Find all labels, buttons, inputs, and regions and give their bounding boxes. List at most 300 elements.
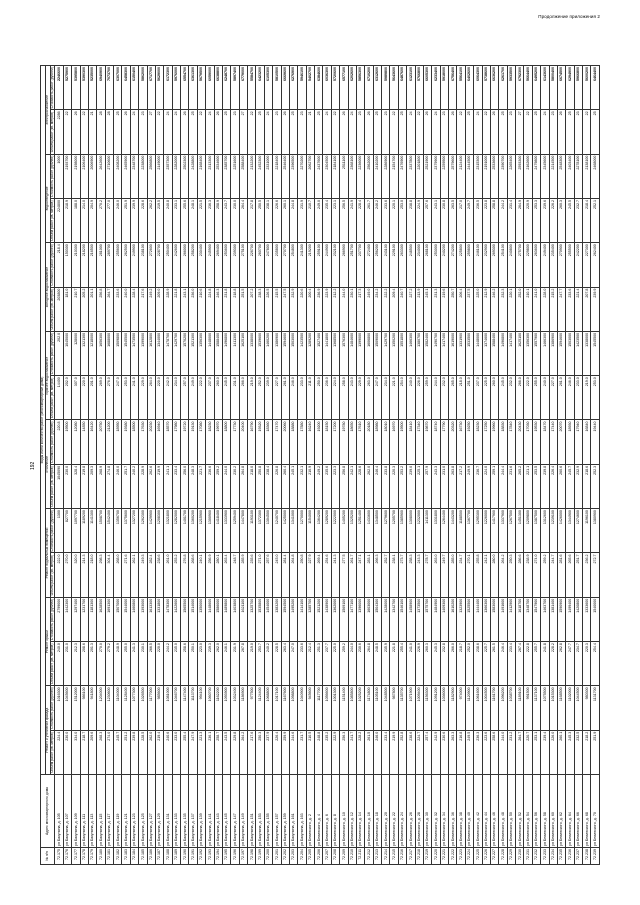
row-number: 72.230 xyxy=(516,848,524,865)
row-value: 239.8 xyxy=(541,464,549,508)
table-row xyxy=(114,66,122,865)
row-address: ул Белинского, д. 16 xyxy=(365,775,373,848)
row-value: 233.4 xyxy=(507,642,515,686)
row-value: 26 xyxy=(423,110,431,154)
row-value: 1588400 xyxy=(490,331,498,375)
row-value: 24 xyxy=(323,110,331,154)
row-value: 6123100 xyxy=(407,66,415,110)
table-row xyxy=(432,66,440,865)
row-value: 1594600 xyxy=(557,331,565,375)
table-row xyxy=(516,66,524,865)
row-value: 17340 xyxy=(415,420,423,464)
row-value: 1045600 xyxy=(63,686,71,730)
row-value: 280.0 xyxy=(490,553,498,597)
row-value: 257.0 xyxy=(181,376,189,420)
row-value: 1458900 xyxy=(407,597,415,641)
row-value: 210.7 xyxy=(306,198,314,242)
row-value: 264.9 xyxy=(516,198,524,242)
row-address: ул Белинского, д. 46 xyxy=(490,775,498,848)
row-value: 260.0 xyxy=(214,376,222,420)
row-value: 1091200 xyxy=(432,686,440,730)
row-address: ул Бакунина, д. 157 xyxy=(273,775,281,848)
row-number: 72.221 xyxy=(440,848,448,865)
row-value: 232.0 xyxy=(507,376,515,420)
row-value: 249.2 xyxy=(147,287,155,331)
row-value: 228.0 xyxy=(541,287,549,331)
row-value: 5800400 xyxy=(549,66,557,110)
table-row xyxy=(331,66,339,865)
row-value: 249.7 xyxy=(440,553,448,597)
row-value: 20320 xyxy=(449,420,457,464)
row-value: 200.4 xyxy=(306,287,314,331)
row-value: 1264400 xyxy=(440,509,448,553)
row-value: 1606800 xyxy=(365,331,373,375)
row-value: 281.6 xyxy=(557,553,565,597)
row-value: 17610 xyxy=(356,420,364,464)
row-value: 19780 xyxy=(340,420,348,464)
table-row xyxy=(398,66,406,865)
row-value: 6940900 xyxy=(97,66,105,110)
row-address: ул Бакунина, д. 131 xyxy=(164,775,172,848)
row-value: 1267500 xyxy=(507,509,515,553)
row-value: 1399000 xyxy=(356,331,364,375)
row-value: 6669600 xyxy=(281,66,289,110)
row-number: 72.177 xyxy=(72,848,80,865)
row-value: 234000 xyxy=(415,243,423,287)
table-row xyxy=(315,66,323,865)
row-value: 266000 xyxy=(181,243,189,287)
row-value: 1341000 xyxy=(289,509,297,553)
row-value: 245.3 xyxy=(566,730,574,774)
row-value: 17630 xyxy=(139,420,147,464)
subheader-cell: Стоимость работ (рублей) xyxy=(49,66,54,109)
row-value: 1478300 xyxy=(164,597,172,641)
row-address: ул Белинского, д. 58 xyxy=(541,775,549,848)
row-value: 209.4 xyxy=(390,287,398,331)
row-value: 210.7 xyxy=(72,287,80,331)
row-value: 220.9 xyxy=(524,198,532,242)
row-value: 253000 xyxy=(432,243,440,287)
row-value: 2251600 xyxy=(231,154,239,198)
row-value: 258.9 xyxy=(214,198,222,242)
row-value: 251.7 xyxy=(574,553,582,597)
row-value: 241.3 xyxy=(331,553,339,597)
row-value: 1367700 xyxy=(465,509,473,553)
row-value: 1350000 xyxy=(197,597,205,641)
row-value: 254800 xyxy=(289,243,297,287)
row-value: 18230 xyxy=(206,420,214,464)
row-value: 1387500 xyxy=(532,509,540,553)
row-value: 1312600 xyxy=(541,509,549,553)
row-value: 234.7 xyxy=(574,642,582,686)
row-value: 2238000 xyxy=(139,154,147,198)
row-value: 1393000 xyxy=(139,597,147,641)
table-row xyxy=(583,66,591,865)
row-value: 1222000 xyxy=(331,509,339,553)
row-value: 128000 xyxy=(72,331,80,375)
row-value: 1619000 xyxy=(449,331,457,375)
row-value: 5600200 xyxy=(583,66,591,110)
table-row xyxy=(482,66,490,865)
row-value: 1331900 xyxy=(457,331,465,375)
subheader-cell: Стоимость работ (рублей) xyxy=(49,510,54,552)
row-value: 232.3 xyxy=(499,287,507,331)
row-value: 222.0 xyxy=(197,376,205,420)
row-value: 255500 xyxy=(566,243,574,287)
row-value: 25 xyxy=(114,110,122,154)
row-value: 219.9 xyxy=(155,464,163,508)
row-value: 233.4 xyxy=(382,730,390,774)
row-value: 1557900 xyxy=(532,331,540,375)
row-value: 1333900 xyxy=(222,509,230,553)
row-value: 274.0 xyxy=(105,730,113,774)
row-value: 264.4 xyxy=(239,198,247,242)
row-value: 1508700 xyxy=(97,509,105,553)
row-value: 230.6 xyxy=(356,642,364,686)
subheader-cell: Стоимость работ (рублей) xyxy=(49,155,54,197)
row-value: 228.6 xyxy=(139,198,147,242)
row-value: 27 xyxy=(516,110,524,154)
row-value: 1691300 xyxy=(105,597,113,641)
row-value: 2408200 xyxy=(114,154,122,198)
row-value: 259.0 xyxy=(423,376,431,420)
row-value: 235800 xyxy=(273,243,281,287)
row-value: 253600 xyxy=(222,243,230,287)
row-address: ул Бакунина, д. 149 xyxy=(239,775,247,848)
row-value: 241.8 xyxy=(541,642,549,686)
row-value: 19440 xyxy=(591,420,600,464)
row-value: 262400 xyxy=(591,243,600,287)
row-value: 201.0 xyxy=(88,376,96,420)
subheader-cell: Объем работ (кв. метров) xyxy=(49,643,54,684)
row-value: 264.0 xyxy=(147,376,155,420)
row-value: 1403800 xyxy=(231,597,239,641)
row-number: 72.183 xyxy=(122,848,130,865)
row-value: 1610200 xyxy=(449,597,457,641)
row-value: 274.0 xyxy=(532,553,540,597)
row-number: 72.205 xyxy=(306,848,314,865)
row-value: 268100 xyxy=(423,243,431,287)
row-value: 328.4 xyxy=(72,464,80,508)
row-value: 276.0 xyxy=(105,376,113,420)
row-value: 234.0 xyxy=(172,376,180,420)
subheader-cell: Стоимость работ (рублей) xyxy=(49,332,54,375)
table-row xyxy=(273,66,281,865)
row-value: 240.2 xyxy=(130,464,138,508)
row-value: 5679500 xyxy=(197,66,205,110)
row-value: 2162600 xyxy=(524,154,532,198)
row-value: 21 xyxy=(306,110,314,154)
row-number: 72.176 xyxy=(63,848,71,865)
row-value: 270.0 xyxy=(97,642,105,686)
row-value: 19970 xyxy=(214,420,222,464)
row-number: 72.185 xyxy=(139,848,147,865)
row-value: 5235000 xyxy=(88,66,96,110)
row-value: 1151400 xyxy=(340,686,348,730)
table-row xyxy=(382,66,390,865)
row-value: 2337800 xyxy=(407,154,415,198)
row-value: 22 xyxy=(524,110,532,154)
row-number: 72.231 xyxy=(524,848,532,865)
row-value: 1582400 xyxy=(423,331,431,375)
row-value: 6636200 xyxy=(490,66,498,110)
row-value: 1215900 xyxy=(197,509,205,553)
row-value: 229800 xyxy=(524,243,532,287)
row-value: 977500 xyxy=(248,686,256,730)
row-value: 258.6 xyxy=(490,730,498,774)
row-value: 235.6 xyxy=(323,464,331,508)
row-value: 248.7 xyxy=(231,553,239,597)
row-value: 22 xyxy=(415,110,423,154)
row-number: 72.209 xyxy=(340,848,348,865)
row-value: 1093900 xyxy=(222,686,230,730)
row-number: 72.180 xyxy=(97,848,105,865)
subheader-cell: Объем работ (кв. метров) xyxy=(49,554,54,596)
row-value: 241.9 xyxy=(348,198,356,242)
row-value: 1009400 xyxy=(415,686,423,730)
row-value: 334.0 xyxy=(72,730,80,774)
row-value: 221.5 xyxy=(197,198,205,242)
row-address: ул Белинского, д. 50 xyxy=(507,775,515,848)
row-value: 5629000 xyxy=(155,66,163,110)
row-value: 281.4 xyxy=(281,553,289,597)
row-number: 72.210 xyxy=(348,848,356,865)
row-value: 239.9 xyxy=(130,198,138,242)
row-value: 1417400 xyxy=(507,331,515,375)
row-value: 22 xyxy=(155,110,163,154)
row-value: 235.9 xyxy=(382,642,390,686)
row-value: 234.0 xyxy=(382,376,390,420)
row-value: 247.0 xyxy=(289,642,297,686)
row-value: 2214500 xyxy=(549,154,557,198)
row-value: 1551800 xyxy=(398,331,406,375)
row-value: 1120900 xyxy=(465,686,473,730)
row-value: 1438900 xyxy=(323,597,331,641)
row-address: ул Бакунина, д. 133 xyxy=(172,775,180,848)
row-value: 1396000 xyxy=(356,597,364,641)
row-value: 1405200 xyxy=(340,509,348,553)
row-value: 246.0 xyxy=(114,198,122,242)
row-value: 2476900 xyxy=(398,154,406,198)
row-value: 1117700 xyxy=(315,686,323,730)
subheader-cell: Объем работ (кв. метров) xyxy=(49,111,54,153)
row-value: 216500 xyxy=(88,243,96,287)
row-value: 251.0 xyxy=(465,376,473,420)
row-value: 1372300 xyxy=(256,509,264,553)
row-address: ул Белинского, д. 34 xyxy=(440,775,448,848)
row-value: 226.6 xyxy=(273,198,281,242)
row-value: 231.7 xyxy=(298,730,306,774)
row-value: 230.1 xyxy=(139,642,147,686)
row-value: 2710600 xyxy=(105,154,113,198)
row-value: 241.7 xyxy=(348,730,356,774)
row-value: 2282000 xyxy=(172,154,180,198)
row-value: 270700 xyxy=(281,243,289,287)
row-value: 19960 xyxy=(490,420,498,464)
row-value: 233.6 xyxy=(114,287,122,331)
row-value: 1279600 xyxy=(382,509,390,553)
works-table xyxy=(40,65,600,865)
row-value: 1656300 xyxy=(97,331,105,375)
row-address: ул Бакунина, д. 159 xyxy=(281,775,289,848)
row-value: 243.0 xyxy=(348,376,356,420)
row-value: 1448600 xyxy=(206,597,214,641)
row-value: 247800 xyxy=(264,243,272,287)
table-row xyxy=(139,66,147,865)
row-address: ул Белинского, д. 56 xyxy=(532,775,540,848)
row-value: 2403400 xyxy=(566,154,574,198)
group-kinds-header: Виды и/или количество работ (многоквартирные дома) xyxy=(41,66,46,775)
subheader-cell: Стоимость работ (рублей) xyxy=(49,687,54,729)
row-value: 201.1 xyxy=(88,287,96,331)
row-value: 271.6 xyxy=(122,553,130,597)
row-value: 1048500 xyxy=(382,686,390,730)
row-value: 258.8 xyxy=(490,198,498,242)
row-value: 2588400 xyxy=(239,154,247,198)
row-number: 72.239 xyxy=(591,848,600,865)
row-value: 2348700 xyxy=(130,154,138,198)
row-value: 242.1 xyxy=(348,464,356,508)
row-value: 2357300 xyxy=(164,154,172,198)
row-number: 72.201 xyxy=(273,848,281,865)
row-value: 1418400 xyxy=(214,509,222,553)
row-value: 1411300 xyxy=(423,509,431,553)
row-value: 208.6 xyxy=(80,642,88,686)
table-row xyxy=(206,66,214,865)
row-value: 270.1 xyxy=(465,553,473,597)
row-value: 224800 xyxy=(55,198,63,242)
row-number: 72.175 xyxy=(55,848,63,865)
row-value: 224.0 xyxy=(331,376,339,420)
row-value: 1348700 xyxy=(524,597,532,641)
row-value: 238.1 xyxy=(264,198,272,242)
row-value: 221.4 xyxy=(574,287,582,331)
row-value: 1386900 xyxy=(549,331,557,375)
row-value: 1338000 xyxy=(583,331,591,375)
row-address: ул Бакунина, д. 109 xyxy=(72,775,80,848)
row-value: 260.3 xyxy=(423,642,431,686)
row-value: 210300 xyxy=(72,243,80,287)
row-value: 1356300 xyxy=(197,331,205,375)
row-number: 72.198 xyxy=(248,848,256,865)
row-value: 238100 xyxy=(139,243,147,287)
row-value: 1226000 xyxy=(482,509,490,553)
row-value: 1162200 xyxy=(214,686,222,730)
row-value: 245.7 xyxy=(566,464,574,508)
row-value: 19500 xyxy=(398,420,406,464)
row-value: 1442300 xyxy=(63,597,71,641)
row-value: 263600 xyxy=(532,243,540,287)
row-value: 240.1 xyxy=(197,553,205,597)
row-number: 72.208 xyxy=(331,848,339,865)
row-value: 2546400 xyxy=(281,154,289,198)
row-value: 268.6 xyxy=(189,553,197,597)
row-value: 1380900 xyxy=(591,509,600,553)
row-value: 226.0 xyxy=(415,376,423,420)
row-value: 320.0 xyxy=(72,553,80,597)
row-value: 253.7 xyxy=(256,642,264,686)
row-value: 1167600 xyxy=(281,686,289,730)
row-value: 18500 xyxy=(130,420,138,464)
row-value: 17470 xyxy=(273,420,281,464)
row-value: 246.0 xyxy=(114,464,122,508)
row-value: 1102000 xyxy=(566,686,574,730)
row-value: 232.8 xyxy=(440,642,448,686)
row-value: 23 xyxy=(382,110,390,154)
row-value: 17730 xyxy=(231,420,239,464)
row-value: 226.0 xyxy=(549,730,557,774)
row-value: 258.6 xyxy=(181,642,189,686)
table-row xyxy=(465,66,473,865)
row-value: 23 xyxy=(356,110,364,154)
row-value: 1484600 xyxy=(348,331,356,375)
row-value: 244.0 xyxy=(222,464,230,508)
row-value: 241300 xyxy=(298,243,306,287)
table-row xyxy=(549,66,557,865)
row-value: 248500 xyxy=(407,243,415,287)
row-value: 260.1 xyxy=(557,730,565,774)
row-value: 17080 xyxy=(197,420,205,464)
row-value: 19870 xyxy=(423,420,431,464)
row-value: 6792300 xyxy=(516,66,524,110)
row-value: 25 xyxy=(222,110,230,154)
row-address: ул Белинского, д. 32 xyxy=(432,775,440,848)
row-number: 72.199 xyxy=(256,848,264,865)
row-value: 1342700 xyxy=(390,597,398,641)
row-value: 1466300 xyxy=(541,331,549,375)
row-value: 1230600 xyxy=(105,686,113,730)
row-number: 72.189 xyxy=(172,848,180,865)
row-value: 245.0 xyxy=(499,376,507,420)
row-value: 238.8 xyxy=(407,198,415,242)
row-value: 247.0 xyxy=(114,376,122,420)
row-value: 249.2 xyxy=(315,464,323,508)
row-value: 1325700 xyxy=(248,597,256,641)
row-value: 230.6 xyxy=(440,730,448,774)
row-value: 219.6 xyxy=(440,287,448,331)
row-value: 980300 xyxy=(583,686,591,730)
row-value: 259.1 xyxy=(490,464,498,508)
row-value: 255600 xyxy=(114,243,122,287)
row-address: ул Бакунина, д. 163 xyxy=(298,775,306,848)
table-row xyxy=(373,66,381,865)
row-value: 236.3 xyxy=(206,198,214,242)
row-value: 217.8 xyxy=(248,198,256,242)
row-number: 72.207 xyxy=(323,848,331,865)
row-value: 240.8 xyxy=(164,198,172,242)
row-value: 1447800 xyxy=(239,509,247,553)
row-address: ул Белинского, д. 26 xyxy=(407,775,415,848)
row-address: ул Бакунина, д. 129 xyxy=(155,775,163,848)
row-value: 255.7 xyxy=(532,642,540,686)
row-value: 232.9 xyxy=(574,464,582,508)
row-value: 1414100 xyxy=(298,597,306,641)
row-value: 1429900 xyxy=(147,509,155,553)
row-value: 1383200 xyxy=(273,597,281,641)
row-value: 2304500 xyxy=(323,154,331,198)
row-value: 21 xyxy=(88,110,96,154)
row-value: 268.3 xyxy=(97,730,105,774)
row-value: 259.2 xyxy=(340,642,348,686)
row-value: 257.6 xyxy=(264,553,272,597)
row-value: 236.1 xyxy=(206,730,214,774)
row-value: 231.4 xyxy=(507,198,515,242)
table-row xyxy=(97,66,105,865)
row-value: 227.0 xyxy=(273,376,281,420)
row-value: 23 xyxy=(139,110,147,154)
row-value: 2345600 xyxy=(541,154,549,198)
row-value: 226.8 xyxy=(273,464,281,508)
